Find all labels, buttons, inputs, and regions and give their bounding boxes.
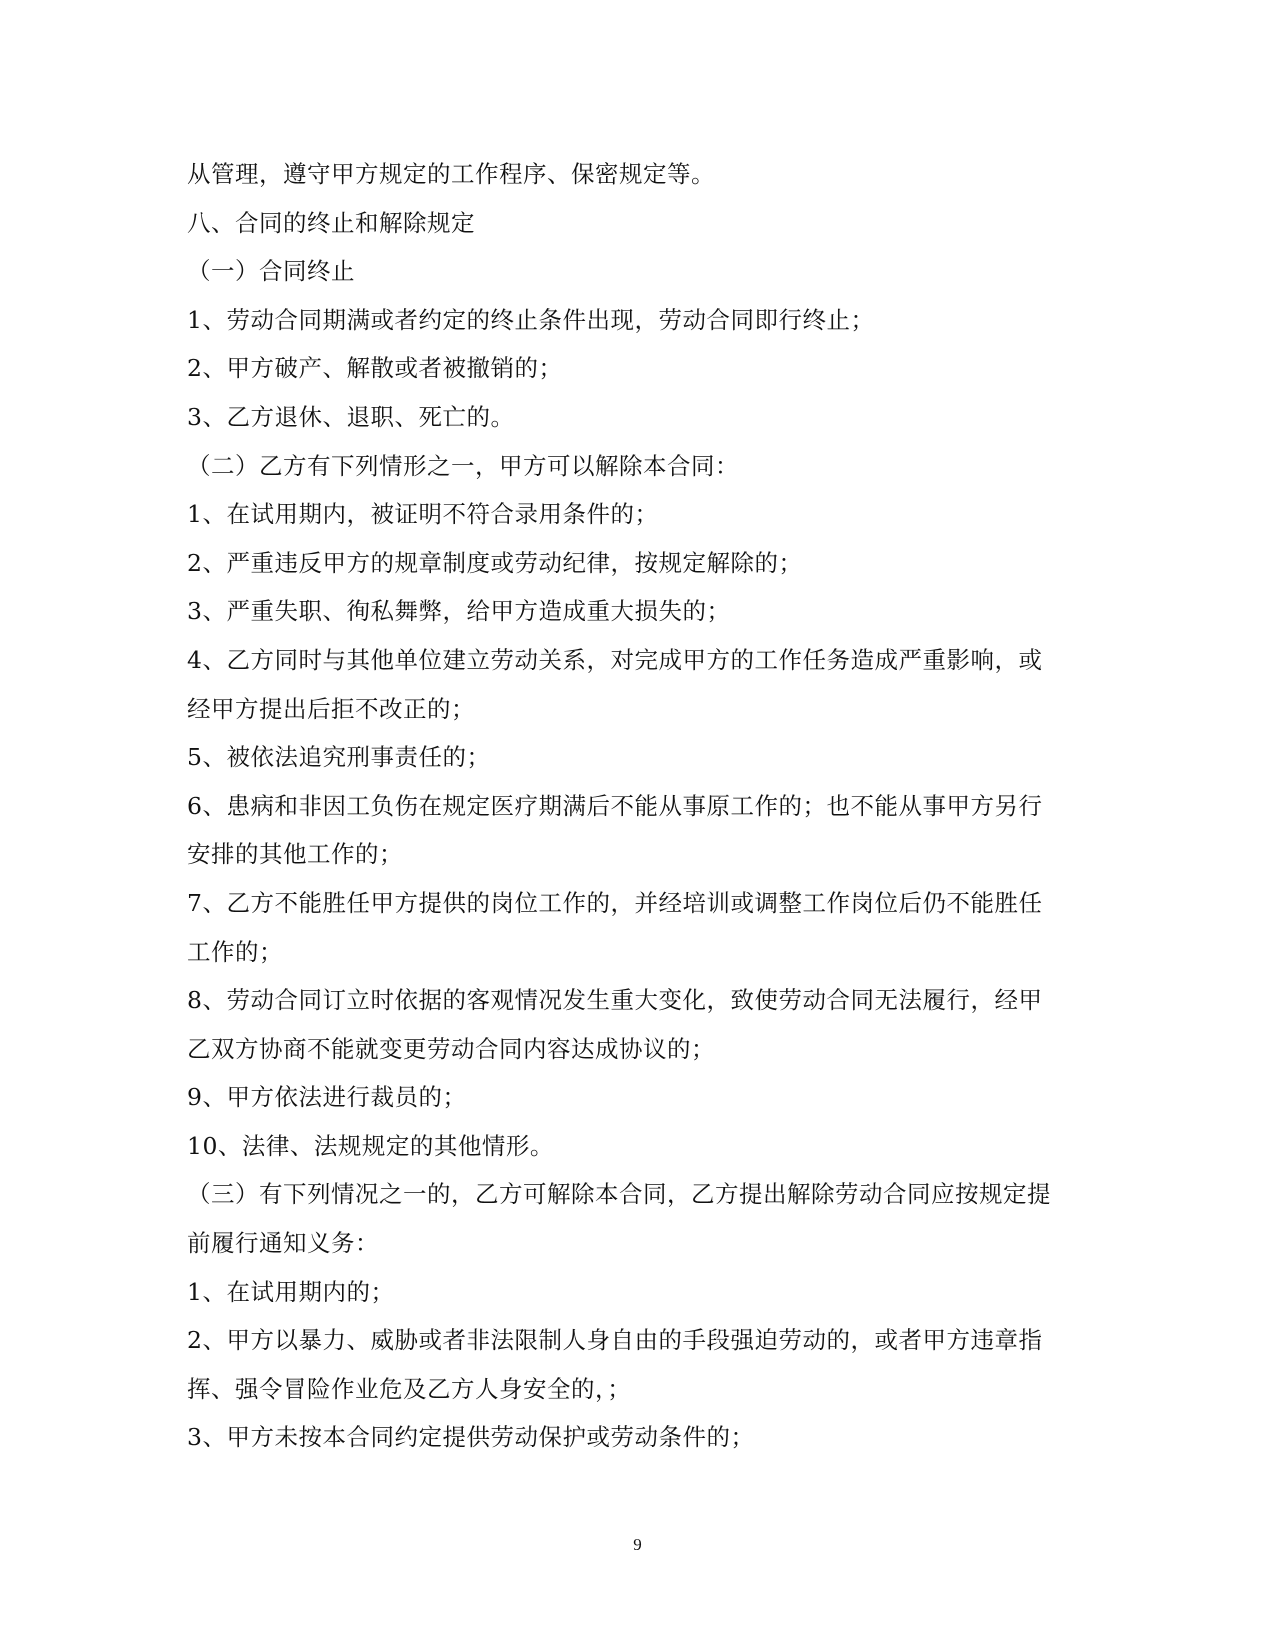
list-item-continuation: 经甲方提出后拒不改正的；	[187, 694, 475, 723]
list-item: 3、乙方退休、退职、死亡的。	[187, 402, 515, 431]
list-item: 5、被依法追究刑事责任的；	[187, 743, 491, 772]
section-heading: 八、合同的终止和解除规定	[187, 208, 475, 237]
list-item: 1、在试用期内，被证明不符合录用条件的；	[187, 500, 659, 529]
document-body	[187, 150, 1087, 1462]
list-item: 9、甲方依法进行裁员的；	[187, 1083, 467, 1112]
list-item: 1、劳动合同期满或者约定的终止条件出现，劳动合同即行终止；	[187, 305, 875, 334]
list-item: 3、甲方未按本合同约定提供劳动保护或劳动条件的；	[187, 1423, 755, 1452]
list-item-continuation: 工作的；	[187, 937, 283, 966]
list-item: 3、严重失职、徇私舞弊，给甲方造成重大损失的；	[187, 597, 731, 626]
list-item-continuation: 乙双方协商不能就变更劳动合同内容达成协议的；	[187, 1034, 715, 1063]
text-line: 从管理，遵守甲方规定的工作程序、保密规定等。	[187, 160, 715, 188]
list-item: 4、乙方同时与其他单位建立劳动关系，对完成甲方的工作任务造成严重影响，或	[187, 645, 1043, 674]
page-number: 9	[633, 1535, 642, 1554]
subsection-heading: （一）合同终止	[187, 257, 355, 286]
list-item: 8、劳动合同订立时依据的客观情况发生重大变化，致使劳动合同无法履行，经甲	[187, 986, 1043, 1015]
subsection-heading-continuation: 前履行通知义务：	[187, 1229, 379, 1258]
list-item: 1、在试用期内的；	[187, 1277, 395, 1306]
subsection-heading: （二）乙方有下列情形之一，甲方可以解除本合同：	[187, 451, 739, 480]
list-item-continuation: 安排的其他工作的；	[187, 840, 403, 869]
list-item: 2、甲方以暴力、威胁或者非法限制人身自由的手段强迫劳动的，或者甲方违章指	[187, 1326, 1043, 1355]
list-item: 6、患病和非因工负伤在规定医疗期满后不能从事原工作的；也不能从事甲方另行	[187, 791, 1043, 820]
list-item: 2、严重违反甲方的规章制度或劳动纪律，按规定解除的；	[187, 548, 803, 577]
list-item: 7、乙方不能胜任甲方提供的岗位工作的，并经培训或调整工作岗位后仍不能胜任	[187, 888, 1043, 917]
subsection-heading: （三）有下列情况之一的，乙方可解除本合同，乙方提出解除劳动合同应按规定提	[187, 1180, 1051, 1209]
list-item: 10、法律、法规规定的其他情形。	[187, 1131, 554, 1160]
list-item-continuation: 挥、强令冒险作业危及乙方人身安全的，；	[187, 1374, 632, 1403]
list-item: 2、甲方破产、解散或者被撤销的；	[187, 354, 563, 383]
